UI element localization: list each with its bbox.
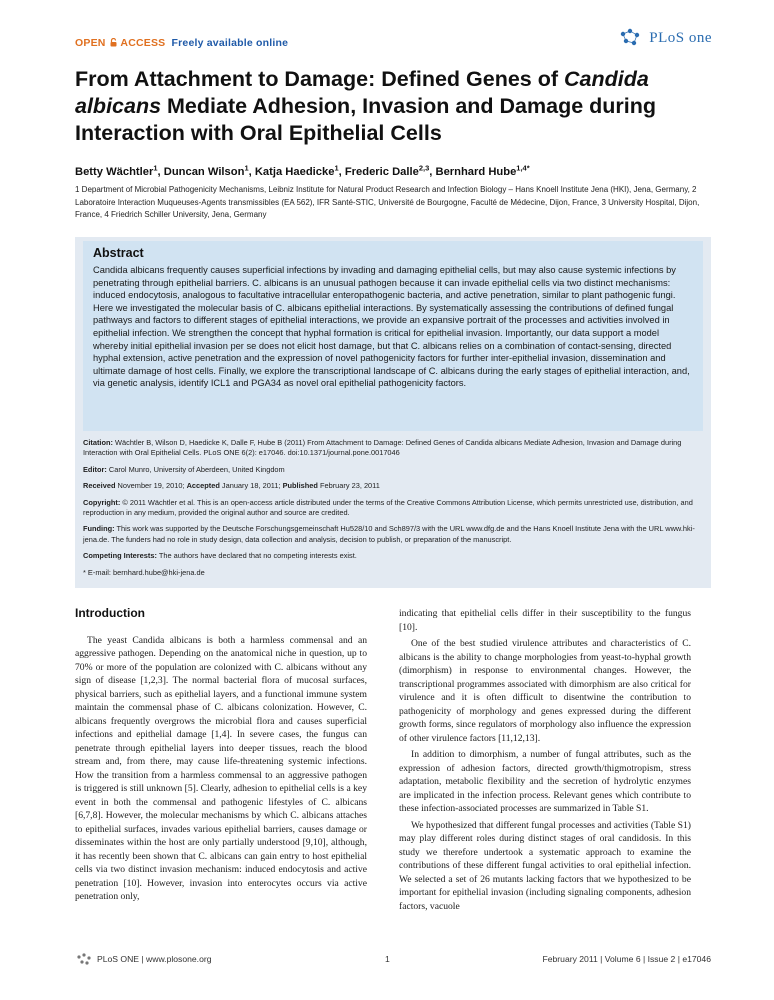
article-title (75, 66, 715, 147)
author: Frederic Dalle$^{2,3}$, (344, 163, 436, 178)
body-column-right (399, 607, 691, 916)
paragraph: The yeast Candida albicans is both a harmless commensal and an aggressive pathogen. Depending on the anatomical niche in question, up to 70% or more of the population are colonized with C. albicans without any sign of disease [1,2,3]. The normal bacterial flora of mucosal surfaces, physical barriers, such as epithelial layers, and a functional immune system maintain the commensal phase of C. albicans colonization. However, C. albicans frequently overgrows the microbial flora and causes superficial infections and epithelial damage [1,4]. In severe cases, the fungus can penetrate through epithelial layers into deeper tissues, reach the blood stream and, from there, may cause life-threatening systemic infections. How the transition from a harmless commensal to an aggressive pathogen is triggered is still unknown [5]. Clearly, adhesion to epithelial cells is a key event in both the commensal and pathogenic lifestyles of C. albicans [6,7,8]. However, the molecular mechanisms by which C. albicans attaches to epithelial surfaces, invades various epithelial barriers, causes damage or disseminates within the host are only partially understood [9,10], although, it has recently been shown that C. albicans can gain entry to host epithelial cells via two distinct invasion mechanism: induced endocytosis and active penetration [10]. However, invasion into enterocytes occurs via active penetration only, (75, 634, 367, 902)
title-species: Candida albicans (75, 67, 649, 118)
paragraph: In addition to dimorphism, a number of fungal attributes, such as the expression of adhesion factors, directed growth/thigmotropism, stress adaptation, metabolic flexibility and the secretion of hydrolytic enzymes are implicated in the infection process. Relevant genes which contribute to these infection-associated processes are summarized in Table S1. (399, 749, 691, 814)
footer-issue: February 2011 | Volume 6 | Issue 2 | e17046 (542, 954, 711, 964)
plos-footer-icon (75, 952, 93, 966)
footer-journal-text: PLoS ONE | www.plosone.org (97, 954, 212, 964)
abstract-panel (83, 241, 703, 431)
footer-journal (75, 952, 211, 966)
page-number: 1 (385, 954, 390, 964)
page-footer (75, 950, 711, 970)
journal-logo (615, 26, 712, 50)
citation: Citation: Wächtler B, Wilson D, Haedicke K, Dalle F, Hube B (2011) From Attachment to Damage: Defined Genes of Candida albicans Mediate Adhesion, Invasion and Damage during Interaction with Oral Epithelial Cells. PLoS ONE 6(2): e17046. doi:10.1371/journal.pone.0017046 (83, 438, 682, 458)
open-lock-icon (110, 38, 117, 47)
access-label: ACCESS (120, 37, 166, 49)
body-column-left (75, 607, 367, 907)
author: Duncan Wilson$^1$, (163, 163, 255, 178)
author: Katja Haedicke$^1$, (254, 163, 345, 178)
article-metadata (83, 438, 703, 584)
paragraph: One of the best studied virulence attributes and characteristics of C. albicans is the ability to change morphologies from yeast-to-hyphal growth (dimorphism) in response to environmental changes. However, the transcriptional programmes associated with dimorphism are also critical for virulence and it is often difficult to disentwine the contribution to pathogenicity of morphology and genes expressed during the different growth forms, since regulators of morphology also influence the expression of other virulence factors [11,12,13]. (399, 638, 691, 744)
freely-available-tagline: Freely available online (171, 37, 289, 49)
dates: Received November 19, 2010; Accepted January 18, 2011; Published February 23, 2011 (83, 481, 380, 491)
paragraph: We hypothesized that different fungal processes and activities (Table S1) may play different roles during distinct stages of oral candidosis. In this study we therefore undertook a systematic approach to examine the contributions of these different fungal activities to oral epithelial infection. We selected a set of 26 mutants lacking factors that we hypothesized to be important for epithelial invasion (including signaling components, adhesion factors, vacuole (399, 819, 691, 912)
plos-one-wordmark: PLoS one (649, 29, 712, 46)
plos-logo-icon (615, 26, 645, 50)
copyright: Copyright: © 2011 Wächtler et al. This is an open-access article distributed under the terms of the Creative Commons Attribution License, which permits unrestricted use, distribution, and reproduction in any medium, provided the original author and source are credited. (83, 497, 693, 518)
title-part-1: From Attachment to Damage: Defined Genes of (75, 67, 564, 91)
competing-interests: Competing Interests: The authors have declared that no competing interests exist. (83, 551, 357, 561)
corresponding-email[interactable]: * E-mail: bernhard.hube@hki-jena.de (83, 567, 205, 577)
title-part-2: Mediate Adhesion, Invasion and Damage during Interaction with Oral Epithelial Cells (75, 94, 657, 145)
author-list (75, 163, 530, 178)
editor: Editor: Carol Munro, University of Aberdeen, United Kingdom (83, 464, 285, 474)
author: Betty Wächtler$^1$, (75, 163, 164, 178)
paragraph: indicating that epithelial cells differ in their susceptibility to the fungus [10]. (399, 608, 691, 633)
abstract-heading: Abstract (93, 246, 144, 260)
abstract-text: Candida albicans frequently causes superficial infections by invading and damaging epithelial cells, but may also cause systemic infections by penetrating through epithelial barriers. C. albicans is an unusual pathogen because it can invade epithelial cells via two distinct mechanisms: induced endocytosis, analogous to facultative intracellular enteropathogenic bacteria, and active penetration, similar to plant pathogenic fungi. Here we investigated the molecular basis of C. albicans epithelial interactions. By systematically assessing the contributions of defined fungal pathways and factors to different stages of epithelial interactions, we provide an expansive portrait of the processes and activities involved in epithelial infection. We strengthen the concept that hyphal formation is critical for epithelial invasion. Importantly, our data support a model whereby initial epithelial invasion per se does not elicit host damage, but that C. albicans relies on a combination of contact-sensing, directed hyphal extension, active penetration and the expression of novel pathogenicity factors for further inter-epithelial invasion, dissemination and ultimate damage of host cells. Finally, we explore the transcriptional landscape of C. albicans during the early stages of epithelial interaction, and, via genetic analysis, identify ICL1 and PGA34 as novel oral epithelial pathogenicity factors. (93, 265, 690, 389)
open-label: OPEN (75, 37, 106, 49)
funding: Funding: This work was supported by the Deutsche Forschungsgemeinschaft Hu528/10 and Sch897/3 with the URL www.dfg.de and the Hans Knoell Institute Jena with the URL www.hki-jena.de. The funders had no role in study design, data collection and analysis, decision to publish, or preparation of the manuscript. (83, 524, 695, 544)
section-heading-introduction: Introduction (75, 606, 145, 620)
author: Bernhard Hube$^{1,4*}$ (435, 163, 530, 178)
affiliations: 1 Department of Microbial Pathogenicity Mechanisms, Leibniz Institute for Natural Product Research and Infection Biology – Hans Knoell Institute Jena (HKI), Jena, Germany, 2 Laboratoire Interaction Muqueuses-Agents transmissibles (EA 562), IFR Santé-STIC, Université de Bourgogne, Faculté de Médecine, Dijon, France, 3 University Hospital, Dijon, France, 4 Friedrich Schiller University, Jena, Germany (75, 185, 700, 219)
open-access-banner (75, 37, 288, 49)
